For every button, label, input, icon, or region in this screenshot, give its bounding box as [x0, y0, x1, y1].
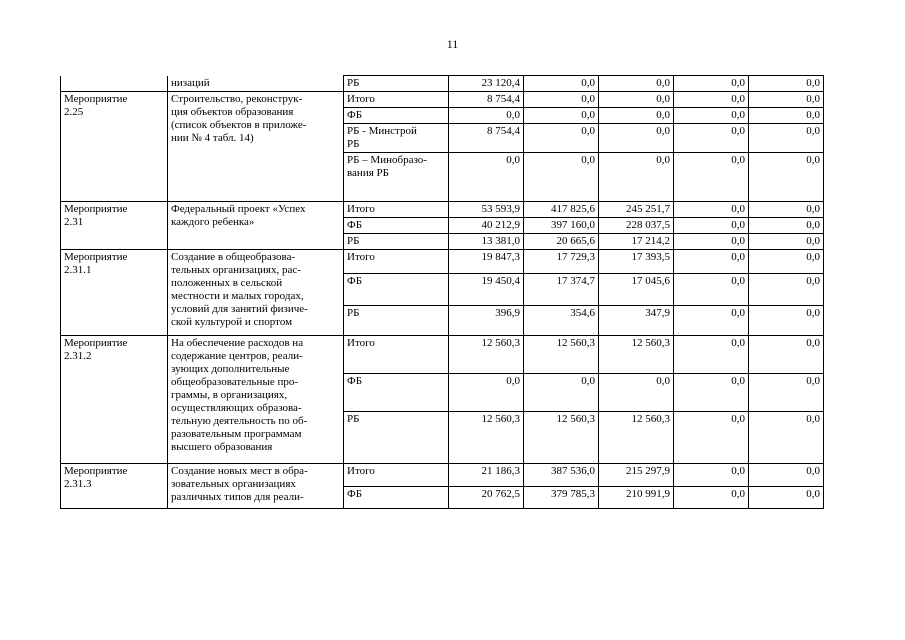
description-cell	[168, 336, 344, 464]
cell-line: Федеральный проект «Успех	[171, 203, 306, 215]
budget-table-body	[61, 76, 824, 509]
funding-source-cell	[344, 412, 449, 464]
cell-line: граммы, в организациях,	[171, 389, 288, 401]
cell-line: ФБ	[347, 275, 363, 287]
amount-cell: 0,0	[674, 250, 749, 274]
amount-cell: 0,0	[674, 76, 749, 92]
cell-line: условий для занятий физиче-	[171, 303, 308, 315]
amount-cell: 0,0	[749, 234, 824, 250]
event-cell	[61, 336, 168, 464]
amount-cell: 23 120,4	[449, 76, 524, 92]
amount-cell: 0,0	[749, 412, 824, 464]
amount-cell: 12 560,3	[449, 412, 524, 464]
cell-line: Создание новых мест в обра-	[171, 465, 308, 477]
amount-cell: 17 729,3	[524, 250, 599, 274]
budget-table	[60, 75, 824, 509]
cell-line: ФБ	[347, 375, 363, 387]
cell-line: Итого	[347, 93, 375, 105]
amount-cell: 0,0	[749, 108, 824, 124]
cell-line: различных типов для реали-	[171, 491, 304, 503]
cell-line: 2.31.1	[64, 264, 92, 276]
amount-cell: 8 754,4	[449, 124, 524, 153]
funding-source-cell	[344, 92, 449, 108]
cell-line: содержание центров, реали-	[171, 350, 303, 362]
amount-cell: 0,0	[674, 124, 749, 153]
amount-cell: 0,0	[749, 250, 824, 274]
table-row	[61, 202, 824, 218]
amount-cell: 17 393,5	[599, 250, 674, 274]
amount-cell: 12 560,3	[524, 336, 599, 374]
table-row	[61, 92, 824, 108]
amount-cell: 0,0	[674, 234, 749, 250]
funding-source-cell	[344, 306, 449, 336]
cell-line: зующих дополнительные	[171, 363, 290, 375]
amount-cell: 0,0	[449, 153, 524, 202]
amount-cell: 17 045,6	[599, 274, 674, 306]
cell-line: вания РБ	[347, 167, 389, 179]
amount-cell: 13 381,0	[449, 234, 524, 250]
cell-line: РБ	[347, 235, 360, 247]
cell-line: каждого ребенка»	[171, 216, 255, 228]
amount-cell: 0,0	[749, 92, 824, 108]
amount-cell: 417 825,6	[524, 202, 599, 218]
cell-line: На обеспечение расходов на	[171, 337, 304, 349]
table-row	[61, 336, 824, 374]
amount-cell: 0,0	[524, 153, 599, 202]
amount-cell: 0,0	[749, 487, 824, 509]
cell-line: тельных организациях, рас-	[171, 264, 301, 276]
funding-source-cell	[344, 76, 449, 92]
table-row	[61, 76, 824, 92]
amount-cell: 19 847,3	[449, 250, 524, 274]
amount-cell: 0,0	[599, 153, 674, 202]
amount-cell: 0,0	[674, 412, 749, 464]
amount-cell: 0,0	[749, 218, 824, 234]
cell-line: РБ	[347, 138, 360, 150]
amount-cell: 12 560,3	[599, 412, 674, 464]
cell-line: ция объектов образования	[171, 106, 294, 118]
amount-cell: 0,0	[749, 274, 824, 306]
amount-cell: 0,0	[599, 76, 674, 92]
cell-line: Итого	[347, 465, 375, 477]
cell-line: РБ	[347, 413, 360, 425]
amount-cell: 0,0	[674, 202, 749, 218]
funding-source-cell	[344, 336, 449, 374]
funding-source-cell	[344, 124, 449, 153]
cell-line: ФБ	[347, 219, 363, 231]
cell-line: Мероприятие	[64, 93, 128, 105]
amount-cell: 0,0	[749, 464, 824, 487]
description-cell	[168, 76, 344, 92]
cell-line: Итого	[347, 337, 375, 349]
amount-cell: 12 560,3	[524, 412, 599, 464]
amount-cell: 0,0	[599, 92, 674, 108]
cell-line: РБ – Минобразо-	[347, 154, 427, 166]
amount-cell: 228 037,5	[599, 218, 674, 234]
amount-cell: 0,0	[524, 108, 599, 124]
cell-line: Мероприятие	[64, 465, 128, 477]
amount-cell: 0,0	[674, 306, 749, 336]
table-row	[61, 250, 824, 274]
cell-line: зовательных организациях	[171, 478, 296, 490]
funding-source-cell	[344, 374, 449, 412]
amount-cell: 0,0	[449, 374, 524, 412]
cell-line: ФБ	[347, 109, 363, 121]
amount-cell: 0,0	[524, 76, 599, 92]
amount-cell: 20 762,5	[449, 487, 524, 509]
cell-line: 2.25	[64, 106, 84, 118]
event-cell	[61, 250, 168, 336]
description-cell	[168, 464, 344, 509]
amount-cell: 21 186,3	[449, 464, 524, 487]
amount-cell: 8 754,4	[449, 92, 524, 108]
funding-source-cell	[344, 464, 449, 487]
amount-cell: 12 560,3	[449, 336, 524, 374]
funding-source-cell	[344, 202, 449, 218]
amount-cell: 0,0	[524, 374, 599, 412]
amount-cell: 0,0	[674, 487, 749, 509]
funding-source-cell	[344, 108, 449, 124]
cell-line: высшего образования	[171, 441, 273, 453]
amount-cell: 215 297,9	[599, 464, 674, 487]
amount-cell: 0,0	[674, 464, 749, 487]
cell-line: 2.31.3	[64, 478, 92, 490]
amount-cell: 20 665,6	[524, 234, 599, 250]
amount-cell: 17 214,2	[599, 234, 674, 250]
amount-cell: 0,0	[674, 374, 749, 412]
cell-line: Итого	[347, 203, 375, 215]
cell-line: Создание в общеобразова-	[171, 251, 296, 263]
amount-cell: 0,0	[674, 92, 749, 108]
event-cell	[61, 92, 168, 202]
amount-cell: 0,0	[674, 218, 749, 234]
amount-cell: 396,9	[449, 306, 524, 336]
amount-cell: 0,0	[674, 108, 749, 124]
cell-line: Мероприятие	[64, 203, 128, 215]
funding-source-cell	[344, 234, 449, 250]
amount-cell: 0,0	[599, 108, 674, 124]
amount-cell: 0,0	[749, 306, 824, 336]
event-cell	[61, 464, 168, 509]
funding-source-cell	[344, 153, 449, 202]
cell-line: РБ	[347, 307, 360, 319]
amount-cell: 354,6	[524, 306, 599, 336]
table-row	[61, 464, 824, 487]
cell-line: Итого	[347, 251, 375, 263]
amount-cell: 397 160,0	[524, 218, 599, 234]
cell-line: 2.31	[64, 216, 84, 228]
amount-cell: 0,0	[749, 374, 824, 412]
amount-cell: 245 251,7	[599, 202, 674, 218]
event-cell	[61, 202, 168, 250]
amount-cell: 0,0	[599, 374, 674, 412]
amount-cell: 0,0	[749, 76, 824, 92]
amount-cell: 0,0	[674, 274, 749, 306]
amount-cell: 347,9	[599, 306, 674, 336]
amount-cell: 0,0	[674, 336, 749, 374]
description-cell	[168, 202, 344, 250]
amount-cell: 0,0	[749, 202, 824, 218]
amount-cell: 0,0	[599, 124, 674, 153]
amount-cell: 0,0	[749, 153, 824, 202]
amount-cell: 0,0	[524, 92, 599, 108]
cell-line: местности и малых городах,	[171, 290, 304, 302]
cell-line: нии № 4 табл. 14)	[171, 132, 254, 144]
cell-line: разовательным программам	[171, 428, 302, 440]
cell-line: общеобразовательные про-	[171, 376, 299, 388]
cell-line: низаций	[171, 76, 210, 89]
funding-source-cell	[344, 487, 449, 509]
amount-cell: 17 374,7	[524, 274, 599, 306]
amount-cell: 12 560,3	[599, 336, 674, 374]
event-cell	[61, 76, 168, 92]
cell-line: Мероприятие	[64, 337, 128, 349]
amount-cell: 0,0	[749, 336, 824, 374]
cell-line: осуществляющих образова-	[171, 402, 302, 414]
amount-cell: 0,0	[749, 124, 824, 153]
cell-line: (список объектов в приложе-	[171, 119, 307, 131]
amount-cell: 0,0	[674, 153, 749, 202]
amount-cell: 40 212,9	[449, 218, 524, 234]
amount-cell: 19 450,4	[449, 274, 524, 306]
amount-cell: 387 536,0	[524, 464, 599, 487]
cell-line: 2.31.2	[64, 350, 92, 362]
description-cell	[168, 92, 344, 202]
amount-cell: 0,0	[449, 108, 524, 124]
cell-line: РБ	[347, 77, 360, 89]
cell-line: ФБ	[347, 488, 363, 500]
amount-cell: 53 593,9	[449, 202, 524, 218]
amount-cell: 379 785,3	[524, 487, 599, 509]
cell-line: положенных в сельской	[171, 277, 283, 289]
page-number: 11	[446, 37, 459, 51]
funding-source-cell	[344, 274, 449, 306]
amount-cell: 210 991,9	[599, 487, 674, 509]
description-cell	[168, 250, 344, 336]
cell-line: тельную деятельность по об-	[171, 415, 308, 427]
funding-source-cell	[344, 218, 449, 234]
cell-line: Строительство, реконструк-	[171, 93, 303, 105]
amount-cell: 0,0	[524, 124, 599, 153]
cell-line: ской культурой и спортом	[171, 316, 293, 328]
funding-source-cell	[344, 250, 449, 274]
cell-line: РБ - Минстрой	[347, 125, 417, 137]
cell-line: Мероприятие	[64, 251, 128, 263]
